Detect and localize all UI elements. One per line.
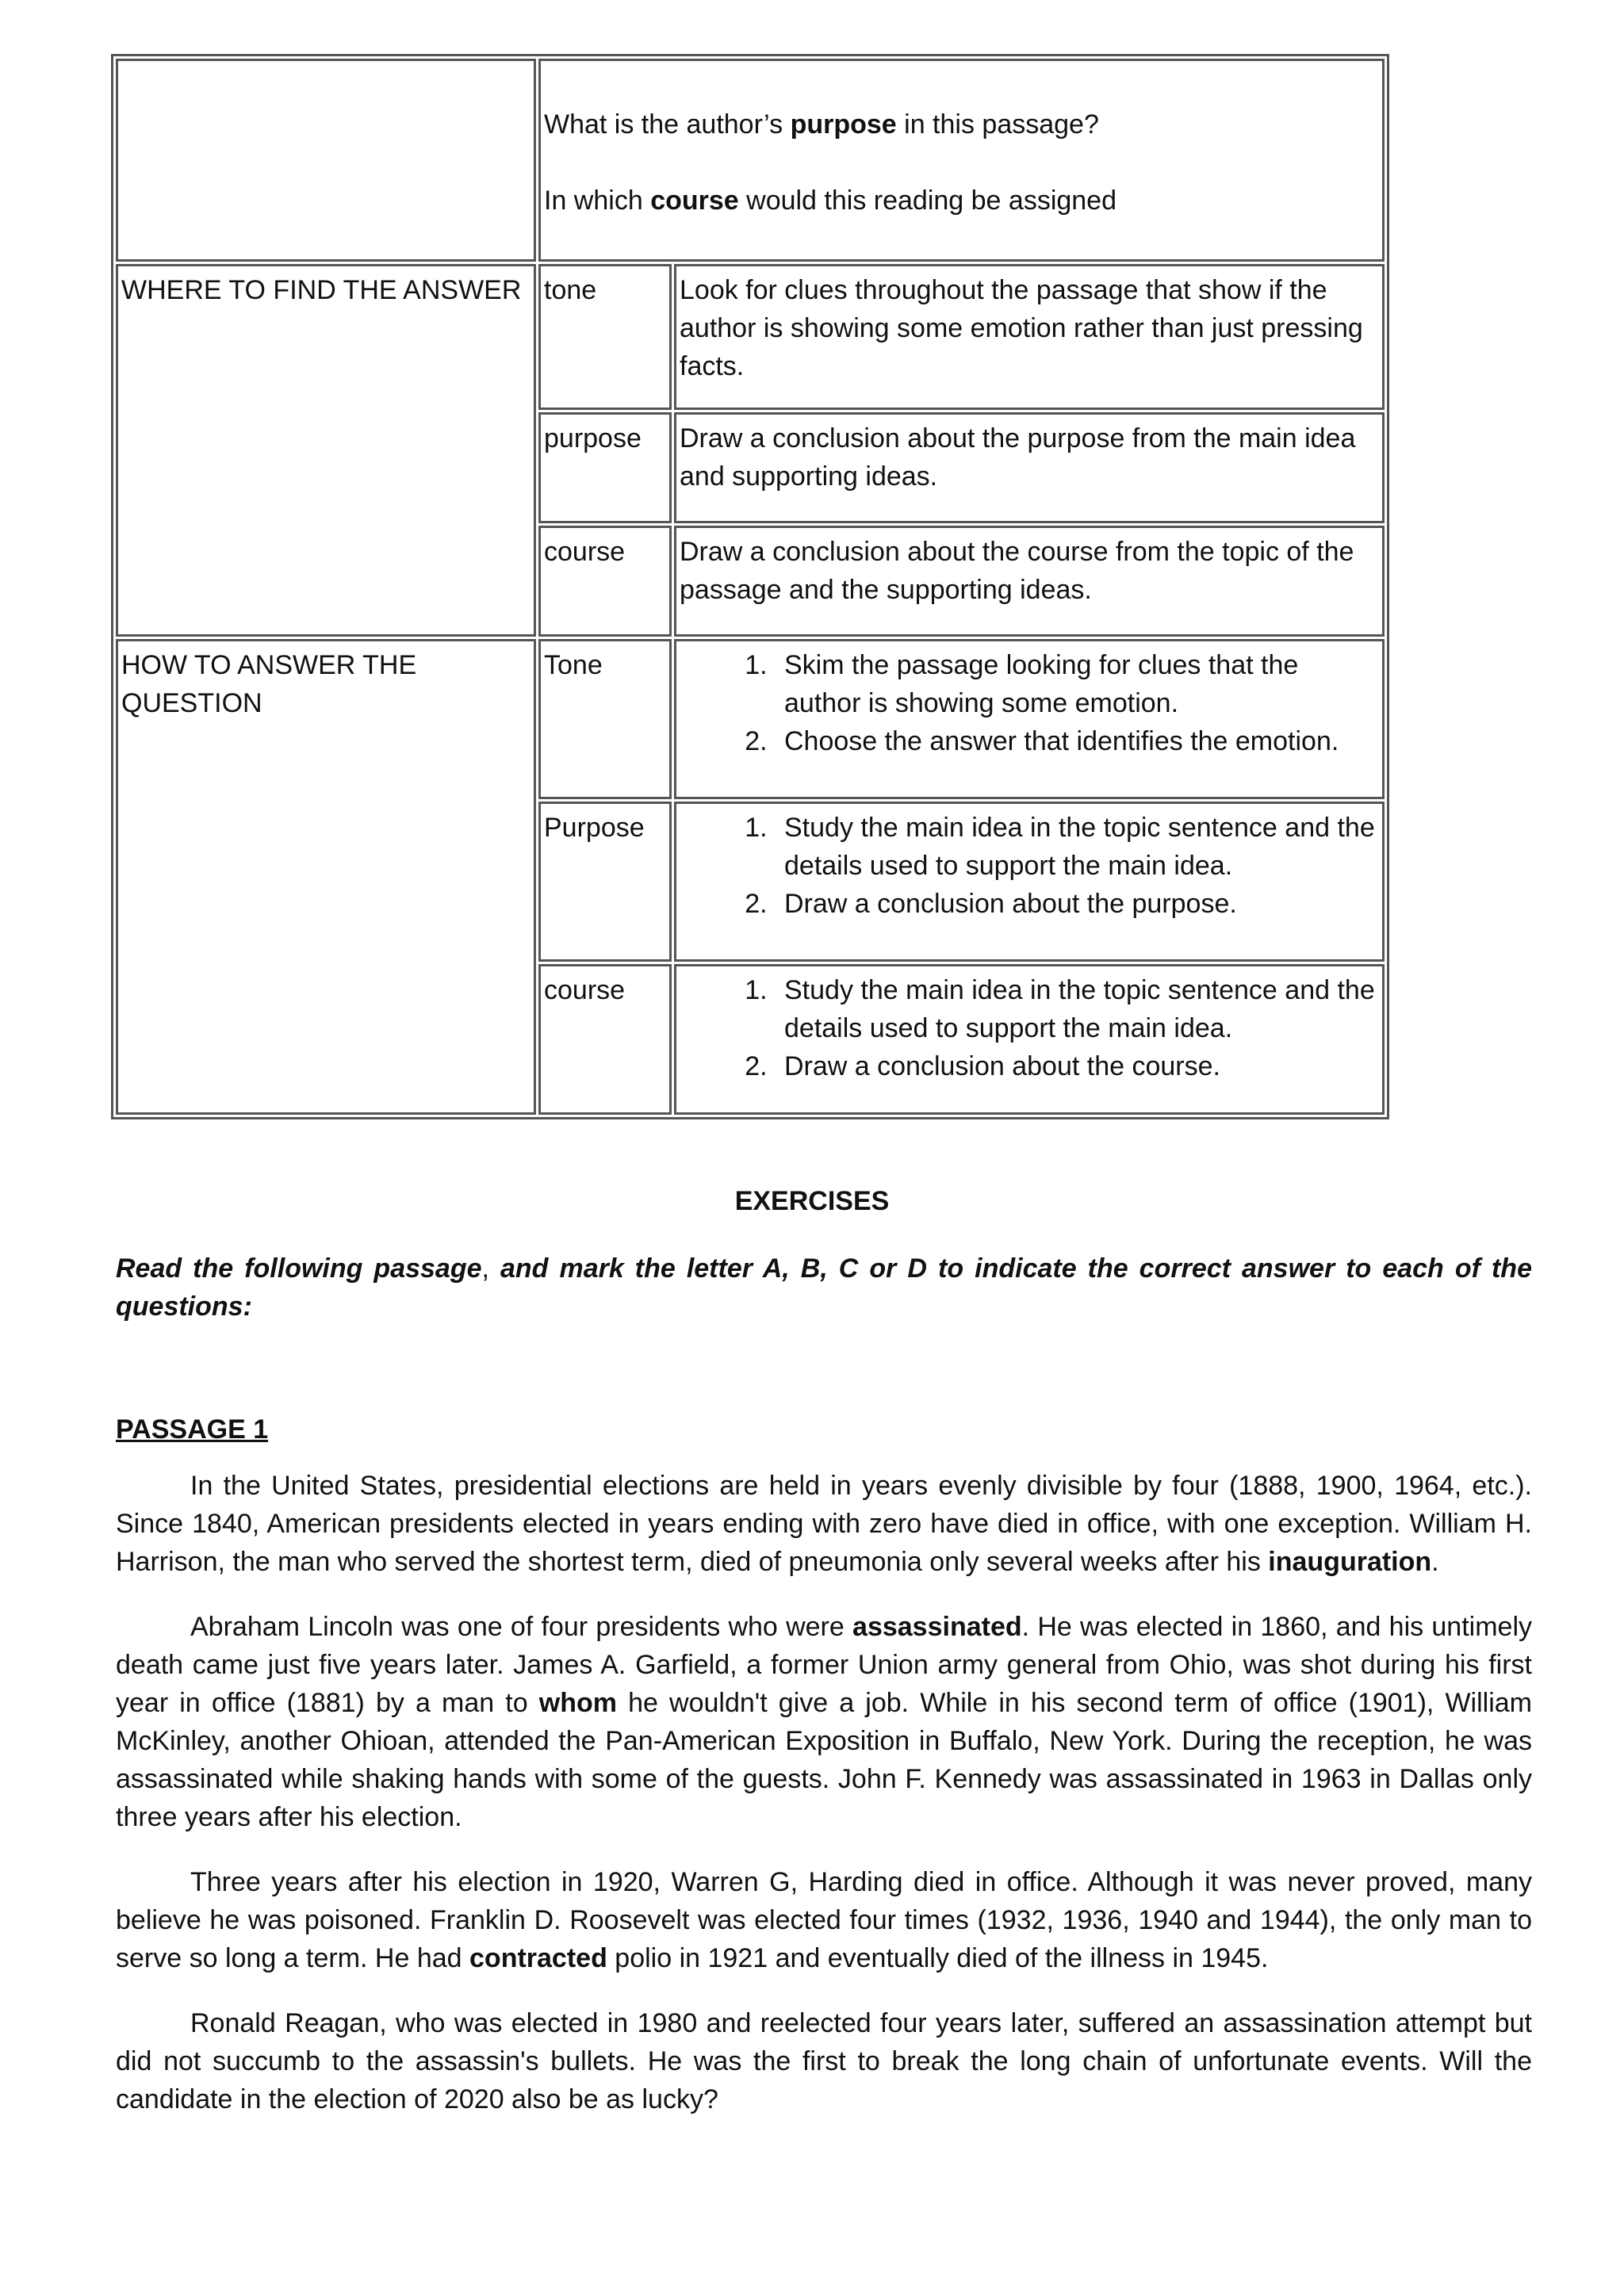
steps-list — [680, 809, 1379, 923]
passage-title: PASSAGE 1 — [116, 1414, 269, 1445]
passage-paragraph: In the United States, presidential elections are held in years evenly divisible by four (1888, 1900, 1964, etc.). Since 1840, American presidents elected in years ending with zero have died in office, with one exception. William H. Harrison, the man who served the shortest term, died of pneumonia only several weeks after his inauguration. — [116, 1471, 1532, 1577]
row-steps — [674, 802, 1385, 962]
list-item: 1. Study the main idea in the topic sentence and the details used to support the main idea. — [775, 971, 1379, 1047]
how-to-answer-label: HOW TO ANSWER THE QUESTION — [116, 639, 536, 1115]
question-course: In which course would this reading be assigned — [544, 186, 1117, 216]
list-item: 2. Draw a conclusion about the purpose. — [775, 885, 1379, 923]
table-row-questions — [116, 59, 1385, 262]
question-purpose: What is the author’s purpose in this passage? — [544, 109, 1099, 140]
list-item: 1. Study the main idea in the topic sentence and the details used to support the main idea. — [775, 809, 1379, 885]
table-row — [116, 639, 1385, 799]
list-item: 2. Choose the answer that identifies the emotion. — [775, 722, 1379, 760]
question-prompt-cell — [538, 59, 1385, 262]
row-label: tone — [538, 264, 672, 410]
row-description: Look for clues throughout the passage that show if the author is showing some emotion rather than just pressing facts. — [674, 264, 1385, 410]
exercise-instructions: Read the following passage, and mark the letter A, B, C or D to indicate the correct answer to each of the questions: — [116, 1253, 1532, 1322]
passage-paragraph: Abraham Lincoln was one of four presidents who were assassinated. He was elected in 1860, and his untimely death came just five years later. James A. Garfield, a former Union army general from Ohio, was shot during his first year in office (1881) by a man to whom he wouldn't give a job. While in his second term of office (1901), William McKinley, another Ohioan, attended the Pan-American Exposition in Buffalo, New York. During the reception, he was assassinated while shaking hands with some of the guests. John F. Kennedy was assassinated in 1963 in Dallas only three years after his election. — [116, 1612, 1533, 1832]
passage-paragraph: Ronald Reagan, who was elected in 1980 and reelected four years later, suffered an assassination attempt but did not succumb to the assassin's bullets. He was the first to break the long chain of unfortunate events. Will the candidate in the election of 2020 also be as lucky? — [116, 2008, 1532, 2114]
row-label: course — [538, 964, 672, 1115]
steps-list — [680, 646, 1379, 760]
passage-paragraph: Three years after his election in 1920, Warren G, Harding died in office. Although it was never proved, many believe he was poisoned. Franklin D. Roosevelt was elected four times (1932, 1936, 1940 and 1944), the only man to serve so long a term. He had contracted polio in 1921 and eventually died of the illness in 1945. — [116, 1867, 1532, 1973]
strategy-table — [111, 54, 1389, 1119]
where-to-find-label: WHERE TO FIND THE ANSWER — [116, 264, 536, 637]
list-item: 1. Skim the passage looking for clues that the author is showing some emotion. — [775, 646, 1379, 722]
steps-list — [680, 971, 1379, 1085]
row-label: course — [538, 526, 672, 637]
row-label: Tone — [538, 639, 672, 799]
passage-body — [116, 1467, 1532, 2145]
row-steps — [674, 639, 1385, 799]
row-label: purpose — [538, 412, 672, 523]
table-cell-empty — [116, 59, 536, 262]
exercises-heading: EXERCISES — [734, 1186, 890, 1216]
row-label: Purpose — [538, 802, 672, 962]
list-item: 2. Draw a conclusion about the course. — [775, 1047, 1379, 1085]
table-row — [116, 264, 1385, 410]
row-steps — [674, 964, 1385, 1115]
row-description: Draw a conclusion about the course from the topic of the passage and the supporting ideas. — [674, 526, 1385, 637]
row-description: Draw a conclusion about the purpose from the main idea and supporting ideas. — [674, 412, 1385, 523]
